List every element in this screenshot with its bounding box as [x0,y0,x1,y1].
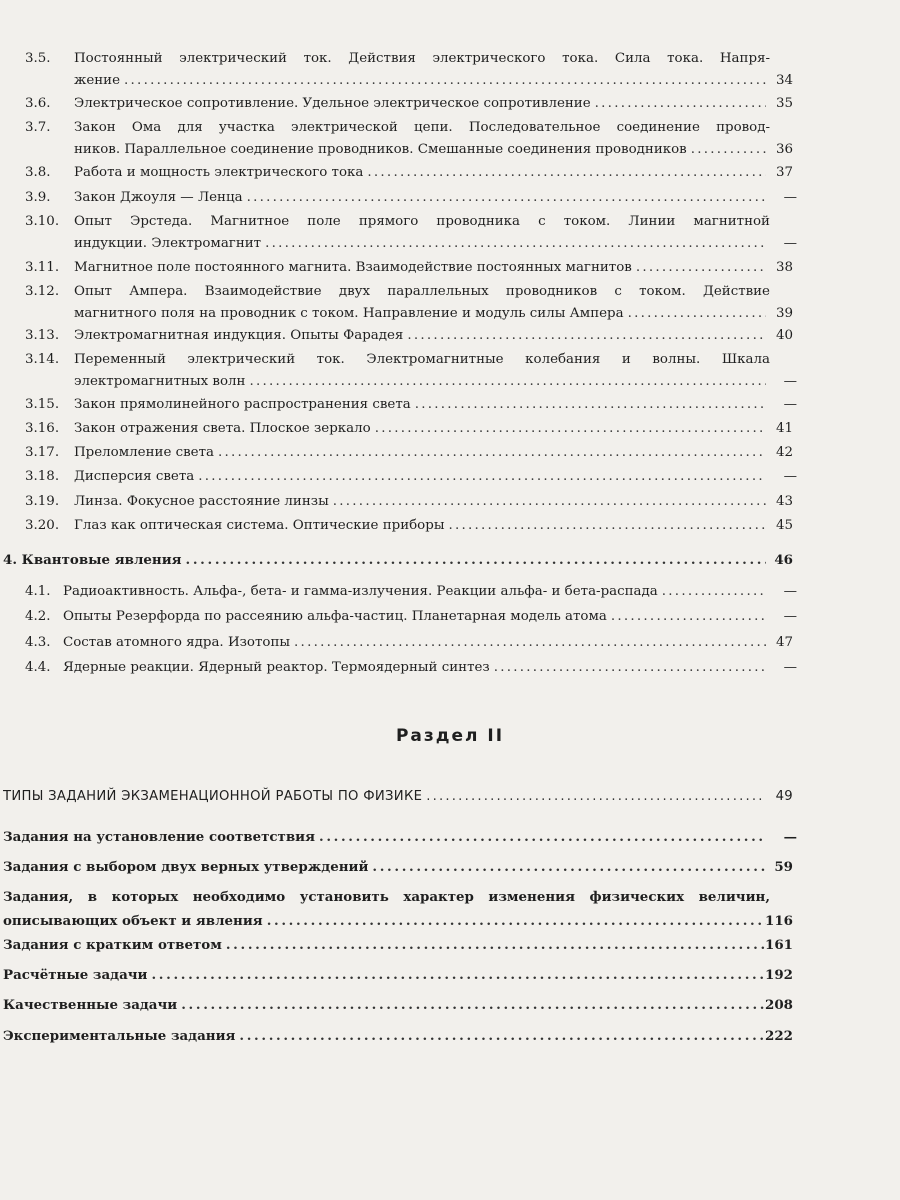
page-number: — [783,660,797,675]
section-heading [0,786,900,808]
dot-leader [226,934,766,956]
entry-title-text: Закон прямолинейного распространения света [74,397,411,412]
dot-leader [151,964,766,986]
entry-title-line [74,418,770,440]
entry-number: 3.16. [25,421,60,436]
section-title: Раздел II [395,726,505,746]
toc-entry [0,418,900,440]
toc-entry [0,515,900,537]
toc-entry [0,466,900,488]
entry-title-line [3,964,770,986]
entry-title-text: Линза. Фокусное расстояние линзы [74,494,329,509]
entry-number: 4.2. [25,609,51,624]
entry-title-text: Электрическое сопротивление. Удельное электрическое сопротивление [74,96,591,111]
entry-title-text: Состав атомного ядра. Изотопы [63,635,291,650]
entry-title-line: Опыт Ампера. Взаимодействие двух параллельных проводников с током. Действие [74,284,770,299]
dot-leader [448,515,766,537]
dot-leader [265,233,766,255]
toc-entry [0,856,900,878]
entry-title-line [3,549,770,571]
entry-title-line [74,371,770,393]
entry-title-line [63,657,770,679]
entry-title-text: Задания с выбором двух верных утверждений [3,859,369,875]
entry-title-text: Закон отражения света. Плоское зеркало [74,421,371,436]
entry-title-line: Опыт Эрстеда. Магнитное поле прямого проводника с током. Линии магнитной [74,214,770,229]
entry-title-line [63,632,770,654]
entry-title-text: Задания на установление соответствия [3,829,315,845]
dot-leader [628,303,766,325]
entry-title-line [74,93,770,115]
toc-entry [0,442,900,464]
entry-title-text: Расчётные задачи [3,967,148,983]
dot-leader [611,606,766,628]
page-number: 36 [775,142,793,157]
page-number: 41 [775,421,793,436]
entry-title-line [63,606,770,628]
entry-title-line [3,934,770,956]
dot-leader [247,187,766,209]
dot-leader [375,418,766,440]
dot-leader [595,93,766,115]
entry-number: 3.15. [25,397,60,412]
entry-title-text: Закон Джоуля — Ленца [74,190,243,205]
entry-title-text: Глаз как оптическая система. Оптические приборы [74,518,445,533]
entry-number: 3.14. [25,352,60,367]
toc-entry [0,281,900,325]
page-number: 49 [775,789,793,804]
toc-entry [0,994,900,1016]
dot-leader [124,70,766,92]
entry-title-line: Закон Ома для участка электрической цепи. Последовательное соединение провод- [74,120,770,135]
dot-leader [218,442,766,464]
entry-title-text: магнитного поля на проводник с током. Направление и модуль силы Ампера [74,306,624,321]
page-number: 222 [765,1028,793,1044]
toc-entry [0,257,900,279]
page-number: 43 [775,494,793,509]
entry-title-line [74,139,770,161]
entry-title-line [74,325,770,347]
entry-number: 3.17. [25,445,60,460]
dot-leader [319,826,766,848]
entry-title-text: Работа и мощность электрического тока [74,165,364,180]
toc-entry [0,187,900,209]
page-number: 116 [765,913,793,929]
entry-number: 3.12. [25,284,60,299]
dot-leader [239,1025,766,1047]
page-number: 46 [774,552,793,568]
entry-title-line [74,491,770,513]
dot-leader [333,491,766,513]
toc-entry [0,606,900,628]
page-number: 39 [775,306,793,321]
entry-number: 3.8. [25,165,51,180]
entry-number: 3.7. [25,120,51,135]
toc-entry [0,117,900,161]
toc-entry [0,349,900,393]
entry-number: 3.10. [25,214,60,229]
entry-title-text: Электромагнитная индукция. Опыты Фарадея [74,328,404,343]
entry-title-text: Задания с кратким ответом [3,937,222,953]
page-number: — [783,190,797,205]
entry-title-line [74,187,770,209]
entry-number: 3.11. [25,260,60,275]
toc-entry [0,93,900,115]
dot-leader [662,581,766,603]
entry-title-text: описывающих объект и явления [3,913,263,929]
toc-entry [0,491,900,513]
page-number: 37 [775,165,793,180]
entry-title-line [3,994,770,1016]
entry-title-line [63,581,770,603]
page-number: 34 [775,73,793,88]
entry-title-line [74,257,770,279]
dot-leader [372,856,766,878]
toc-entry [0,162,900,184]
entry-title-text: индукции. Электромагнит [74,236,262,251]
page-number: — [783,236,797,251]
dot-leader [426,786,766,808]
entry-number: 3.9. [25,190,51,205]
entry-title-text: Радиоактивность. Альфа-, бета- и гамма-излучения. Реакции альфа- и бета-распада [63,584,658,599]
entry-number: 3.18. [25,469,60,484]
toc-entry [0,581,900,603]
page-number: — [783,609,797,624]
dot-leader [367,162,766,184]
page-number: 35 [775,96,793,111]
entry-title-line [74,466,770,488]
entry-title-line [74,233,770,255]
page-number: 161 [765,937,793,953]
entry-title-text: Качественные задачи [3,997,178,1013]
page-number: 40 [775,328,793,343]
page-number: 59 [774,859,793,875]
page-number: — [783,397,797,412]
entry-number: 4.1. [25,584,51,599]
page-number: — [783,829,797,845]
entry-title-text: Ядерные реакции. Ядерный реактор. Термоядерный синтез [63,660,490,675]
entry-number: 4.4. [25,660,51,675]
entry-title-line [74,70,770,92]
entry-title-text: 4. Квантовые явления [3,552,182,568]
entry-title-text: Экспериментальные задания [3,1028,236,1044]
entry-number: 3.13. [25,328,60,343]
toc-entry [0,632,900,654]
entry-title-text: Магнитное поле постоянного магнита. Взаимодействие постоянных магнитов [74,260,632,275]
entry-title-line [74,515,770,537]
toc-entry [0,48,900,92]
entry-title-line: Переменный электрический ток. Электромагнитные колебания и волны. Шкала [74,352,770,367]
entry-title-line [74,162,770,184]
toc-entry [0,934,900,956]
page-number: — [783,469,797,484]
page-number: 47 [775,635,793,650]
entry-title-line: Постоянный электрический ток. Действия электрического тока. Сила тока. Напря- [74,51,770,66]
toc-entry [0,1025,900,1047]
entry-title-line [74,303,770,325]
page-number: 208 [765,997,793,1013]
dot-leader [181,994,766,1016]
entry-title-line: Задания, в которых необходимо установить характер изменения физических величин, [3,889,770,905]
entry-number: 3.6. [25,96,51,111]
entry-title-text: жение [74,73,121,88]
dot-leader [186,549,766,571]
entry-title-text: электромагнитных волн [74,374,246,389]
toc-entry [0,826,900,848]
dot-leader [415,394,766,416]
dot-leader [494,657,766,679]
entry-title-text: Дисперсия света [74,469,195,484]
entry-title-line [3,786,770,808]
entry-title-text: Преломление света [74,445,214,460]
page-number: 42 [775,445,793,460]
entry-title-line [3,1025,770,1047]
entry-title-text: Опыты Резерфорда по рассеянию альфа-частиц. Планетарная модель атома [63,609,607,624]
chapter-heading [0,549,900,571]
dot-leader [267,910,766,932]
page-number: — [783,584,797,599]
page-number: 45 [775,518,793,533]
page-number: 192 [765,967,793,983]
entry-title-line [3,826,770,848]
toc-entry [0,964,900,986]
entry-number: 3.20. [25,518,60,533]
dot-leader [249,371,766,393]
entry-title-text: ников. Параллельное соединение проводников. Смешанные соединения проводников [74,142,687,157]
entry-number: 3.5. [25,51,51,66]
page-number: 38 [775,260,793,275]
toc-entry [0,211,900,255]
dot-leader [294,632,766,654]
entry-number: 4.3. [25,635,51,650]
entry-title-line [3,856,770,878]
toc-entry [0,886,900,934]
entry-title-line [74,394,770,416]
toc-entry [0,394,900,416]
entry-title-line [74,442,770,464]
entry-title-text: ТИПЫ ЗАДАНИЙ ЭКЗАМЕНАЦИОННОЙ РАБОТЫ ПО ФИЗИКЕ [3,789,423,804]
dot-leader [407,325,766,347]
dot-leader [198,466,766,488]
toc-entry [0,657,900,679]
page-number: — [783,374,797,389]
entry-number: 3.19. [25,494,60,509]
entry-title-line [3,910,770,932]
toc-entry [0,325,900,347]
dot-leader [636,257,766,279]
